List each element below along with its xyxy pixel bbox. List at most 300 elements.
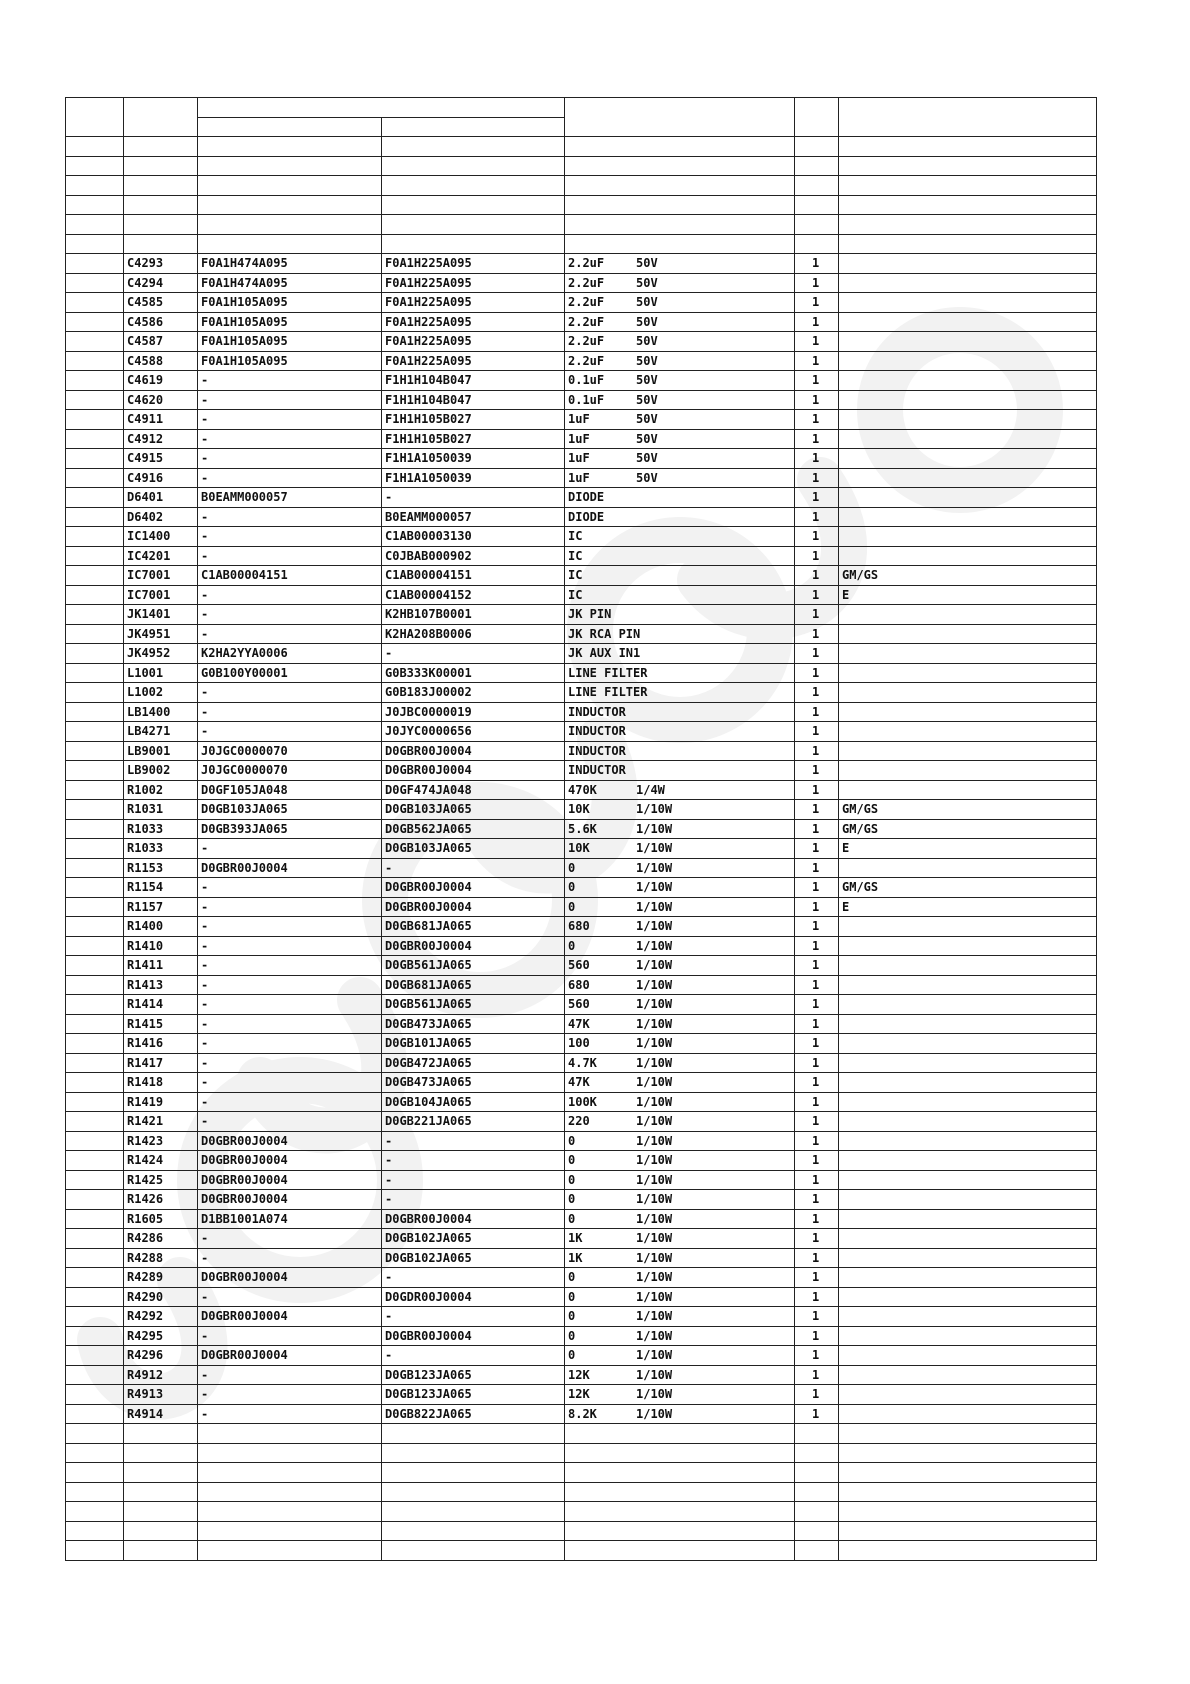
part-row bbox=[66, 858, 1097, 878]
part-no-a-cell: - bbox=[198, 429, 382, 449]
part-row bbox=[66, 819, 1097, 839]
part-row bbox=[66, 1307, 1097, 1327]
no-cell bbox=[66, 585, 124, 605]
qty-cell: 1 bbox=[795, 1365, 839, 1385]
no-cell bbox=[66, 1209, 124, 1229]
no-cell bbox=[66, 722, 124, 742]
description-cell bbox=[565, 1092, 795, 1112]
value-text: 1K bbox=[568, 1250, 583, 1265]
part-no-b-cell: D0GBR00J0004 bbox=[382, 1326, 565, 1346]
part-no-b-cell: D0GB681JA065 bbox=[382, 917, 565, 937]
value-text: JK RCA PIN bbox=[568, 626, 641, 641]
rating-text: 50V bbox=[636, 295, 658, 309]
description-cell bbox=[565, 800, 795, 820]
part-no-b-cell: D0GB221JA065 bbox=[382, 1112, 565, 1132]
part-row bbox=[66, 1404, 1097, 1424]
part-no-a-cell: C1AB00004151 bbox=[198, 566, 382, 586]
part-no-b-cell: F0A1H225A095 bbox=[382, 254, 565, 274]
no-cell bbox=[66, 1170, 124, 1190]
part-no-b-cell: - bbox=[382, 1268, 565, 1288]
value-text: 2.2uF bbox=[568, 275, 605, 290]
no-cell bbox=[66, 1190, 124, 1210]
blank-row bbox=[66, 1502, 1097, 1522]
part-no-a-cell: - bbox=[198, 1112, 382, 1132]
ref-cell: C4911 bbox=[124, 410, 198, 430]
blank-cell bbox=[66, 1502, 124, 1522]
part-row bbox=[66, 761, 1097, 781]
description-cell bbox=[565, 1209, 795, 1229]
value-text: 680 bbox=[568, 919, 590, 933]
blank-cell bbox=[124, 234, 198, 254]
remarks-cell bbox=[839, 1268, 1097, 1288]
qty-cell: 1 bbox=[795, 878, 839, 898]
qty-cell: 1 bbox=[795, 1268, 839, 1288]
value-text: 12K bbox=[568, 1387, 590, 1401]
remarks-cell bbox=[839, 1209, 1097, 1229]
blank-cell bbox=[795, 1424, 839, 1444]
blank-cell bbox=[124, 137, 198, 157]
part-row bbox=[66, 839, 1097, 859]
value-text: 2.2uF bbox=[568, 314, 605, 329]
part-row bbox=[66, 254, 1097, 274]
value-text: 4.7K bbox=[568, 1055, 597, 1070]
value-text: 2.2uF bbox=[568, 295, 605, 309]
description-cell bbox=[565, 819, 795, 839]
description-cell bbox=[565, 975, 795, 995]
part-no-a-cell: - bbox=[198, 410, 382, 430]
description-cell bbox=[565, 410, 795, 430]
header-cell bbox=[198, 117, 382, 137]
description-cell bbox=[565, 624, 795, 644]
value-text: 0 bbox=[568, 1328, 576, 1343]
rating-text: 1/10W bbox=[636, 1250, 673, 1265]
header-cell bbox=[66, 98, 124, 137]
remarks-cell bbox=[839, 605, 1097, 625]
part-no-b-cell: C1AB00003130 bbox=[382, 527, 565, 547]
ref-cell: R1415 bbox=[124, 1014, 198, 1034]
part-no-a-cell: J0JGC0000070 bbox=[198, 761, 382, 781]
no-cell bbox=[66, 605, 124, 625]
qty-cell: 1 bbox=[795, 1346, 839, 1366]
description-cell bbox=[565, 371, 795, 391]
part-no-b-cell: D0GB472JA065 bbox=[382, 1053, 565, 1073]
remarks-cell bbox=[839, 1229, 1097, 1249]
description-cell bbox=[565, 702, 795, 722]
rating-text: 1/10W bbox=[636, 1153, 673, 1167]
blank-cell bbox=[66, 1463, 124, 1483]
ref-cell: IC7001 bbox=[124, 566, 198, 586]
description-cell bbox=[565, 1229, 795, 1249]
no-cell bbox=[66, 878, 124, 898]
blank-cell bbox=[795, 234, 839, 254]
part-no-a-cell: D0GF105JA048 bbox=[198, 780, 382, 800]
remarks-cell bbox=[839, 1287, 1097, 1307]
ref-cell: C4294 bbox=[124, 273, 198, 293]
part-no-a-cell: F0A1H105A095 bbox=[198, 293, 382, 313]
value-text: 1uF bbox=[568, 470, 590, 485]
blank-cell bbox=[382, 1521, 565, 1541]
description-cell bbox=[565, 780, 795, 800]
qty-cell: 1 bbox=[795, 741, 839, 761]
blank-row bbox=[66, 176, 1097, 196]
rating-text: 1/10W bbox=[636, 860, 673, 875]
part-no-b-cell: D0GB102JA065 bbox=[382, 1248, 565, 1268]
no-cell bbox=[66, 624, 124, 644]
part-no-b-cell: - bbox=[382, 644, 565, 664]
qty-cell: 1 bbox=[795, 839, 839, 859]
parts-table-body bbox=[66, 98, 1097, 1561]
no-cell bbox=[66, 449, 124, 469]
ref-cell: R1033 bbox=[124, 839, 198, 859]
blank-cell bbox=[66, 156, 124, 176]
qty-cell: 1 bbox=[795, 683, 839, 703]
qty-cell: 1 bbox=[795, 1404, 839, 1424]
blank-cell bbox=[66, 234, 124, 254]
no-cell bbox=[66, 1034, 124, 1054]
blank-cell bbox=[839, 1541, 1097, 1561]
blank-cell bbox=[382, 1502, 565, 1522]
no-cell bbox=[66, 566, 124, 586]
description-cell bbox=[565, 527, 795, 547]
part-no-a-cell: - bbox=[198, 605, 382, 625]
value-text: 0 bbox=[568, 899, 576, 914]
description-cell bbox=[565, 839, 795, 859]
blank-cell bbox=[124, 176, 198, 196]
blank-row bbox=[66, 1482, 1097, 1502]
blank-cell bbox=[66, 176, 124, 196]
blank-cell bbox=[382, 195, 565, 215]
part-row bbox=[66, 1248, 1097, 1268]
remarks-cell bbox=[839, 312, 1097, 332]
ref-cell: R1400 bbox=[124, 917, 198, 937]
no-cell bbox=[66, 897, 124, 917]
part-no-b-cell: D0GB822JA065 bbox=[382, 1404, 565, 1424]
remarks-cell bbox=[839, 644, 1097, 664]
no-cell bbox=[66, 390, 124, 410]
remarks-cell bbox=[839, 1248, 1097, 1268]
ref-cell: C4916 bbox=[124, 468, 198, 488]
qty-cell: 1 bbox=[795, 1014, 839, 1034]
rating-text: 1/10W bbox=[636, 1055, 673, 1070]
part-no-a-cell: - bbox=[198, 839, 382, 859]
value-text: IC bbox=[568, 548, 583, 563]
remarks-cell bbox=[839, 1131, 1097, 1151]
description-cell bbox=[565, 566, 795, 586]
blank-cell bbox=[198, 1443, 382, 1463]
remarks-cell bbox=[839, 371, 1097, 391]
part-no-a-cell: D0GBR00J0004 bbox=[198, 1131, 382, 1151]
part-no-b-cell: D0GBR00J0004 bbox=[382, 1209, 565, 1229]
description-cell bbox=[565, 273, 795, 293]
value-text: 220 bbox=[568, 1114, 590, 1128]
part-row bbox=[66, 683, 1097, 703]
description-cell bbox=[565, 507, 795, 527]
blank-cell bbox=[839, 156, 1097, 176]
description-cell bbox=[565, 332, 795, 352]
part-row bbox=[66, 1170, 1097, 1190]
part-no-a-cell: - bbox=[198, 1053, 382, 1073]
blank-cell bbox=[795, 1541, 839, 1561]
value-text: 0.1uF bbox=[568, 392, 605, 407]
description-cell bbox=[565, 917, 795, 937]
qty-cell: 1 bbox=[795, 507, 839, 527]
qty-cell: 1 bbox=[795, 956, 839, 976]
no-cell bbox=[66, 819, 124, 839]
part-row bbox=[66, 1014, 1097, 1034]
part-no-b-cell: G0B333K00001 bbox=[382, 663, 565, 683]
qty-cell: 1 bbox=[795, 468, 839, 488]
qty-cell: 1 bbox=[795, 312, 839, 332]
remarks-cell bbox=[839, 488, 1097, 508]
ref-cell: R1423 bbox=[124, 1131, 198, 1151]
header-cell bbox=[124, 98, 198, 137]
description-cell bbox=[565, 1287, 795, 1307]
part-row bbox=[66, 585, 1097, 605]
rating-text: 50V bbox=[636, 431, 658, 446]
part-row bbox=[66, 897, 1097, 917]
ref-cell: C4587 bbox=[124, 332, 198, 352]
remarks-cell: GM/GS bbox=[839, 566, 1097, 586]
ref-cell: R1413 bbox=[124, 975, 198, 995]
qty-cell: 1 bbox=[795, 800, 839, 820]
rating-text: 1/10W bbox=[636, 1270, 673, 1284]
ref-cell: R1417 bbox=[124, 1053, 198, 1073]
no-cell bbox=[66, 1131, 124, 1151]
ref-cell: R4292 bbox=[124, 1307, 198, 1327]
ref-cell: R1410 bbox=[124, 936, 198, 956]
ref-cell: R1426 bbox=[124, 1190, 198, 1210]
value-text: INDUCTOR bbox=[568, 724, 626, 738]
description-cell bbox=[565, 449, 795, 469]
part-row bbox=[66, 800, 1097, 820]
value-text: JK PIN bbox=[568, 607, 612, 621]
ref-cell: R1002 bbox=[124, 780, 198, 800]
no-cell bbox=[66, 839, 124, 859]
rating-text: 1/10W bbox=[636, 1211, 673, 1226]
part-row bbox=[66, 644, 1097, 664]
value-text: 2.2uF bbox=[568, 256, 605, 270]
no-cell bbox=[66, 1385, 124, 1405]
blank-cell bbox=[839, 195, 1097, 215]
rating-text: 1/10W bbox=[636, 977, 673, 992]
part-no-a-cell: - bbox=[198, 1229, 382, 1249]
qty-cell: 1 bbox=[795, 1287, 839, 1307]
part-no-b-cell: F0A1H225A095 bbox=[382, 312, 565, 332]
qty-cell: 1 bbox=[795, 371, 839, 391]
blank-cell bbox=[795, 1502, 839, 1522]
ref-cell: D6401 bbox=[124, 488, 198, 508]
blank-cell bbox=[124, 1443, 198, 1463]
part-no-a-cell: - bbox=[198, 449, 382, 469]
ref-cell: LB1400 bbox=[124, 702, 198, 722]
ref-cell: LB9001 bbox=[124, 741, 198, 761]
rating-text: 1/10W bbox=[636, 1172, 673, 1187]
remarks-cell bbox=[839, 1385, 1097, 1405]
qty-cell: 1 bbox=[795, 546, 839, 566]
no-cell bbox=[66, 351, 124, 371]
description-cell bbox=[565, 312, 795, 332]
qty-cell: 1 bbox=[795, 332, 839, 352]
qty-cell: 1 bbox=[795, 917, 839, 937]
remarks-cell bbox=[839, 1170, 1097, 1190]
value-text: DIODE bbox=[568, 490, 605, 504]
part-row bbox=[66, 1346, 1097, 1366]
part-row bbox=[66, 566, 1097, 586]
blank-cell bbox=[839, 1482, 1097, 1502]
remarks-cell bbox=[839, 527, 1097, 547]
description-cell bbox=[565, 1073, 795, 1093]
blank-cell bbox=[382, 156, 565, 176]
description-cell bbox=[565, 1248, 795, 1268]
qty-cell: 1 bbox=[795, 936, 839, 956]
remarks-cell bbox=[839, 449, 1097, 469]
no-cell bbox=[66, 1151, 124, 1171]
blank-cell bbox=[198, 1424, 382, 1444]
value-text: 470K bbox=[568, 782, 597, 797]
part-no-a-cell: - bbox=[198, 390, 382, 410]
ref-cell: R4912 bbox=[124, 1365, 198, 1385]
part-no-b-cell: K2HB107B0001 bbox=[382, 605, 565, 625]
part-no-b-cell: D0GB123JA065 bbox=[382, 1365, 565, 1385]
ref-cell: R1154 bbox=[124, 878, 198, 898]
part-no-a-cell: - bbox=[198, 917, 382, 937]
blank-cell bbox=[565, 195, 795, 215]
part-no-b-cell: D0GB473JA065 bbox=[382, 1073, 565, 1093]
value-text: 0 bbox=[568, 1192, 576, 1206]
blank-cell bbox=[839, 1502, 1097, 1522]
ref-cell: R1416 bbox=[124, 1034, 198, 1054]
remarks-cell bbox=[839, 780, 1097, 800]
rating-text: 1/10W bbox=[636, 1075, 673, 1089]
rating-text: 1/10W bbox=[636, 1309, 673, 1323]
ref-cell: IC4201 bbox=[124, 546, 198, 566]
ref-cell: R1157 bbox=[124, 897, 198, 917]
part-no-b-cell: - bbox=[382, 488, 565, 508]
description-cell bbox=[565, 1053, 795, 1073]
rating-text: 1/10W bbox=[636, 1289, 673, 1304]
remarks-cell: GM/GS bbox=[839, 819, 1097, 839]
no-cell bbox=[66, 1326, 124, 1346]
blank-row bbox=[66, 1521, 1097, 1541]
no-cell bbox=[66, 488, 124, 508]
part-no-b-cell: F1H1A1050039 bbox=[382, 468, 565, 488]
description-cell bbox=[565, 995, 795, 1015]
blank-cell bbox=[565, 156, 795, 176]
no-cell bbox=[66, 1073, 124, 1093]
part-no-a-cell: - bbox=[198, 1248, 382, 1268]
value-text: 0 bbox=[568, 1270, 576, 1284]
remarks-cell: E bbox=[839, 839, 1097, 859]
value-text: 0 bbox=[568, 1309, 576, 1323]
value-text: IC bbox=[568, 568, 583, 582]
part-no-b-cell: D0GF474JA048 bbox=[382, 780, 565, 800]
part-no-a-cell: - bbox=[198, 702, 382, 722]
blank-cell bbox=[198, 1541, 382, 1561]
rating-text: 50V bbox=[636, 275, 658, 290]
blank-cell bbox=[66, 195, 124, 215]
part-no-b-cell: C1AB00004151 bbox=[382, 566, 565, 586]
no-cell bbox=[66, 975, 124, 995]
description-cell bbox=[565, 663, 795, 683]
value-text: 0 bbox=[568, 860, 576, 875]
part-no-a-cell: - bbox=[198, 1365, 382, 1385]
qty-cell: 1 bbox=[795, 1131, 839, 1151]
no-cell bbox=[66, 1112, 124, 1132]
remarks-cell bbox=[839, 1014, 1097, 1034]
part-row bbox=[66, 1326, 1097, 1346]
blank-row bbox=[66, 234, 1097, 254]
value-text: 0 bbox=[568, 1211, 576, 1226]
no-cell bbox=[66, 741, 124, 761]
part-row bbox=[66, 1112, 1097, 1132]
ref-cell: R1421 bbox=[124, 1112, 198, 1132]
blank-cell bbox=[565, 215, 795, 235]
part-no-b-cell: - bbox=[382, 1190, 565, 1210]
part-no-b-cell: D0GDR00J0004 bbox=[382, 1287, 565, 1307]
blank-cell bbox=[198, 1521, 382, 1541]
description-cell bbox=[565, 878, 795, 898]
ref-cell: C4293 bbox=[124, 254, 198, 274]
qty-cell: 1 bbox=[795, 566, 839, 586]
rating-text: 1/10W bbox=[636, 1231, 673, 1245]
ref-cell: IC1400 bbox=[124, 527, 198, 547]
part-no-b-cell: D0GBR00J0004 bbox=[382, 897, 565, 917]
ref-cell: R1605 bbox=[124, 1209, 198, 1229]
part-no-a-cell: D0GBR00J0004 bbox=[198, 1346, 382, 1366]
part-no-b-cell: C1AB00004152 bbox=[382, 585, 565, 605]
description-cell bbox=[565, 488, 795, 508]
remarks-cell bbox=[839, 624, 1097, 644]
remarks-cell bbox=[839, 332, 1097, 352]
remarks-cell bbox=[839, 1307, 1097, 1327]
blank-cell bbox=[565, 1521, 795, 1541]
no-cell bbox=[66, 917, 124, 937]
value-text: 100K bbox=[568, 1094, 597, 1109]
no-cell bbox=[66, 527, 124, 547]
ref-cell: R1411 bbox=[124, 956, 198, 976]
description-cell bbox=[565, 468, 795, 488]
part-no-b-cell: - bbox=[382, 1307, 565, 1327]
description-cell bbox=[565, 293, 795, 313]
value-text: 47K bbox=[568, 1075, 590, 1089]
ref-cell: C4585 bbox=[124, 293, 198, 313]
blank-cell bbox=[565, 1424, 795, 1444]
part-row bbox=[66, 605, 1097, 625]
part-no-a-cell: F0A1H474A095 bbox=[198, 254, 382, 274]
qty-cell: 1 bbox=[795, 449, 839, 469]
remarks-cell bbox=[839, 507, 1097, 527]
part-no-b-cell: F1H1H104B047 bbox=[382, 371, 565, 391]
part-row bbox=[66, 780, 1097, 800]
description-cell bbox=[565, 546, 795, 566]
no-cell bbox=[66, 761, 124, 781]
qty-cell: 1 bbox=[795, 410, 839, 430]
blank-cell bbox=[124, 156, 198, 176]
part-row bbox=[66, 449, 1097, 469]
part-row bbox=[66, 975, 1097, 995]
description-cell bbox=[565, 1014, 795, 1034]
rating-text: 50V bbox=[636, 256, 658, 270]
no-cell bbox=[66, 273, 124, 293]
qty-cell: 1 bbox=[795, 1248, 839, 1268]
rating-text: 1/10W bbox=[636, 899, 673, 914]
rating-text: 1/10W bbox=[636, 802, 673, 816]
part-no-b-cell: F1H1A1050039 bbox=[382, 449, 565, 469]
part-no-b-cell: - bbox=[382, 1151, 565, 1171]
ref-cell: C4586 bbox=[124, 312, 198, 332]
blank-cell bbox=[66, 215, 124, 235]
blank-cell bbox=[795, 195, 839, 215]
